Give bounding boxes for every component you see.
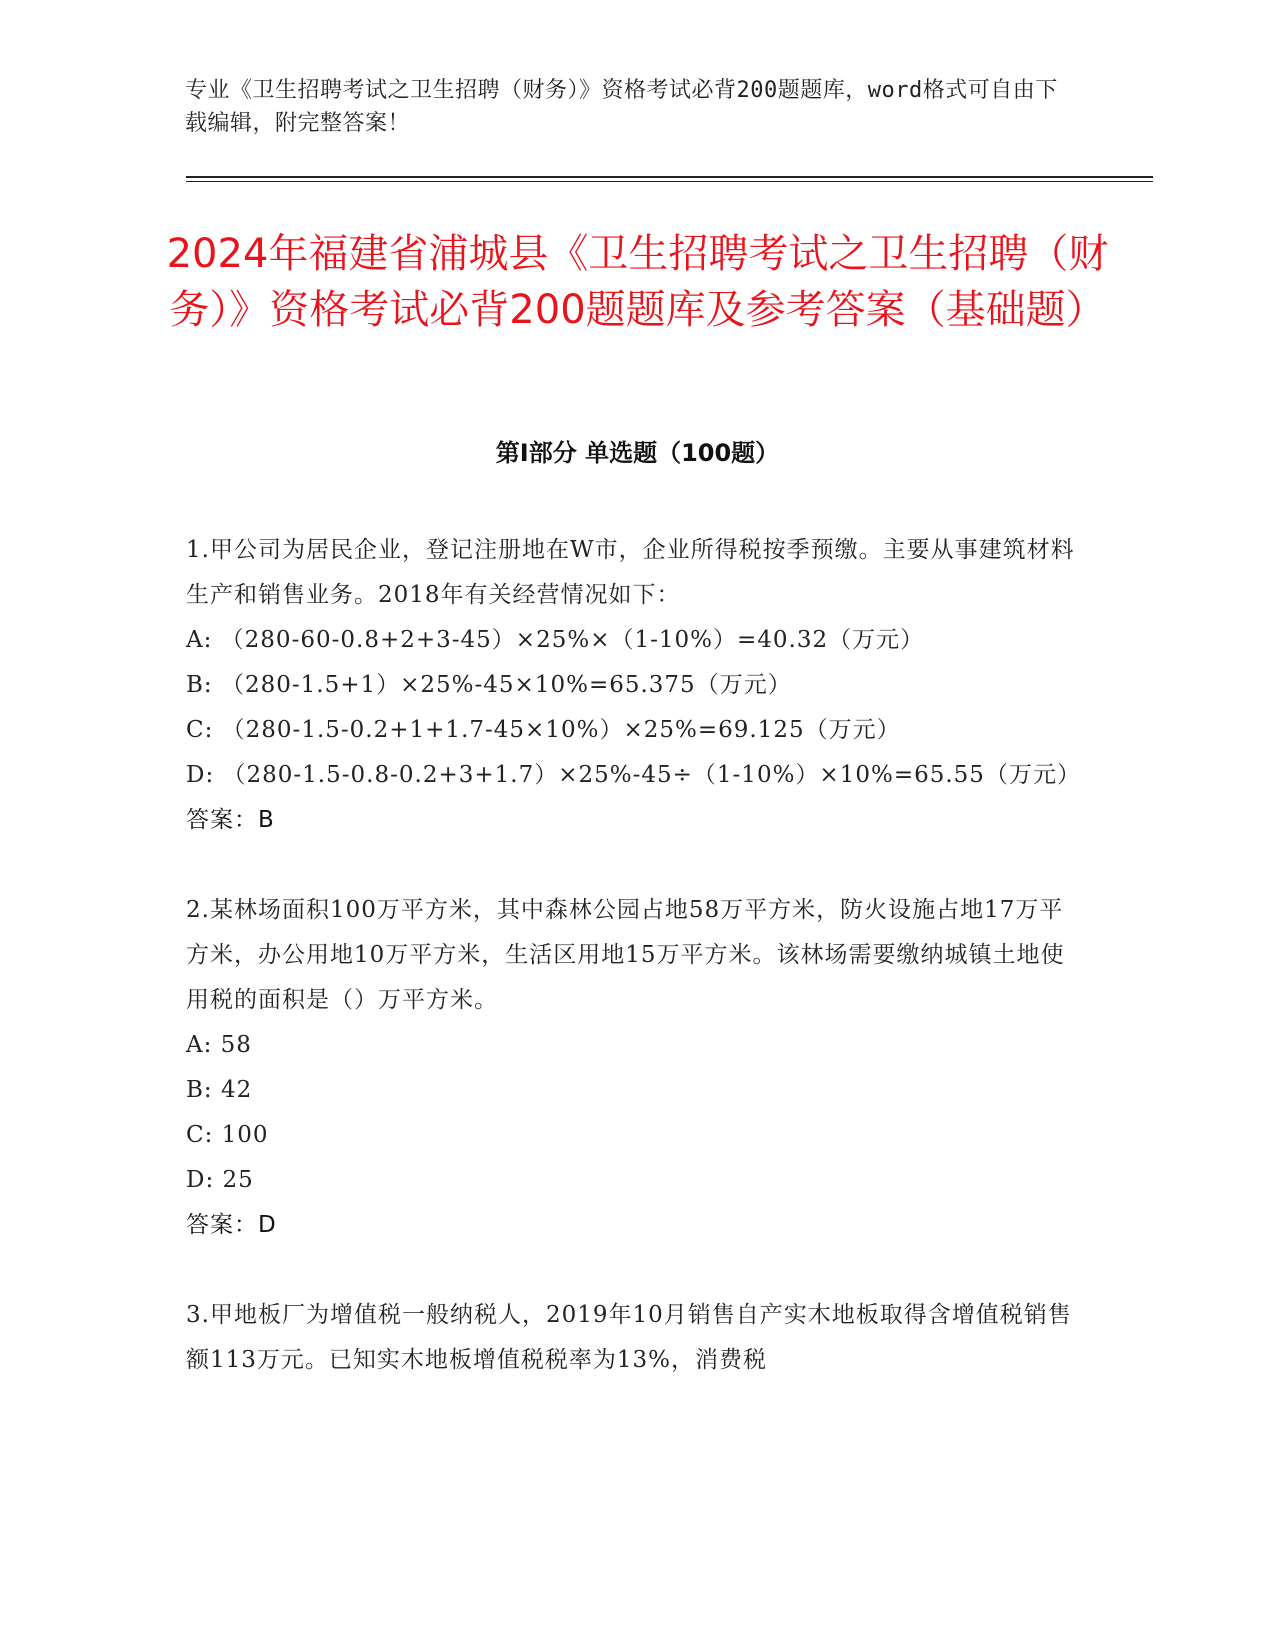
question-text: 3.甲地板厂为增值税一般纳税人，2019年10月销售自产实木地板取得含增值税销售额113万元。已知实木地板增值税税率为13%，消费税 [186,1302,1072,1373]
question-2 [186,888,1086,1248]
section-title: 第Ⅰ部分 单选题（100题） [495,439,780,467]
question-3 [186,1293,1086,1383]
option-d: D: 25 [186,1167,254,1193]
answer: 答案：D [186,1212,277,1238]
option-b: B: 42 [186,1077,253,1103]
question-list [186,528,1086,1428]
option-d: D: （280-1.5-0.8-0.2+3+1.7）×25%-45÷（1-10%）×10%=65.55（万元） [186,762,1081,788]
header-rule-thick [186,176,1153,178]
question-text: 2.某林场面积100万平方米，其中森林公园占地58万平方米，防火设施占地17万平方米，办公用地10万平方米，生活区用地15万平方米。该林场需要缴纳城镇土地使用税的面积是（）万平方米。 [186,897,1065,1013]
document-title: 2024年福建省浦城县《卫生招聘考试之卫生招聘（财务）》资格考试必背200题题库及参考答案（基础题） [166,231,1109,333]
question-text: 1.甲公司为居民企业，登记注册地在W市，企业所得税按季预缴。主要从事建筑材料生产和销售业务。2018年有关经营情况如下： [186,537,1075,608]
question-1 [186,528,1086,843]
option-a: A: 58 [186,1032,252,1058]
option-b: B: （280-1.5+1）×25%-45×10%=65.375（万元） [186,672,792,698]
option-c: C: （280-1.5-0.2+1+1.7-45×10%）×25%=69.125（万元） [186,717,901,743]
option-c: C: 100 [186,1122,269,1148]
answer: 答案：B [186,807,275,833]
header-note: 专业《卫生招聘考试之卫生招聘（财务）》资格考试必背200题题库，word格式可自由下载编辑，附完整答案！ [185,78,1058,136]
header-rule-thin [186,181,1153,182]
option-a: A: （280-60-0.8+2+3-45）×25%×（1-10%）=40.32（万元） [186,627,925,653]
